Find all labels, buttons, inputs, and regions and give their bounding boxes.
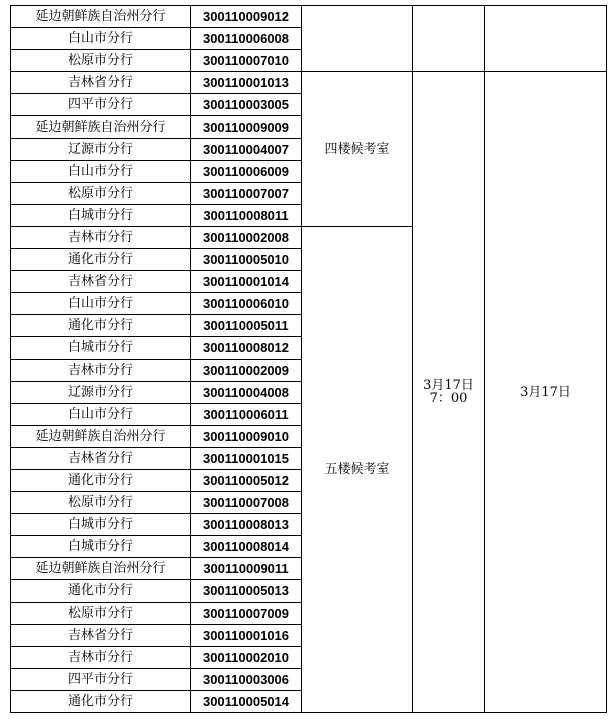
branch-name-cell: 吉林省分行 — [11, 271, 191, 293]
candidate-code-cell: 300110006008 — [191, 28, 302, 50]
branch-name-cell: 延边朝鲜族自治州分行 — [11, 6, 191, 28]
candidate-code-cell: 300110009012 — [191, 6, 302, 28]
branch-name-cell: 吉林市分行 — [11, 226, 191, 248]
branch-name-cell: 吉林省分行 — [11, 72, 191, 94]
branch-name-cell: 通化市分行 — [11, 469, 191, 491]
branch-name-cell: 四平市分行 — [11, 94, 191, 116]
branch-name-cell: 白山市分行 — [11, 160, 191, 182]
branch-name-cell: 通化市分行 — [11, 249, 191, 271]
candidate-code-cell: 300110005012 — [191, 469, 302, 491]
candidate-code-cell: 300110008011 — [191, 204, 302, 226]
branch-name-cell: 延边朝鲜族自治州分行 — [11, 558, 191, 580]
candidate-code-cell: 300110006011 — [191, 403, 302, 425]
waiting-room-cell-top — [302, 6, 413, 72]
branch-name-cell: 松原市分行 — [11, 182, 191, 204]
table-row — [11, 72, 607, 94]
exam-date-cell-top — [485, 6, 607, 72]
candidate-code-cell: 300110001015 — [191, 447, 302, 469]
candidate-code-cell: 300110005013 — [191, 580, 302, 602]
candidate-code-cell: 300110007007 — [191, 182, 302, 204]
candidate-code-cell: 300110003005 — [191, 94, 302, 116]
branch-name-cell: 吉林市分行 — [11, 359, 191, 381]
candidate-code-cell: 300110009011 — [191, 558, 302, 580]
branch-name-cell: 通化市分行 — [11, 690, 191, 712]
branch-name-cell: 白城市分行 — [11, 536, 191, 558]
branch-name-cell: 白山市分行 — [11, 403, 191, 425]
candidate-code-cell: 300110005011 — [191, 315, 302, 337]
branch-name-cell: 辽源市分行 — [11, 138, 191, 160]
branch-name-cell: 辽源市分行 — [11, 381, 191, 403]
branch-name-cell: 松原市分行 — [11, 50, 191, 72]
branch-name-cell: 通化市分行 — [11, 315, 191, 337]
exam-date-cell: 3月17日 — [485, 72, 607, 713]
candidate-code-cell: 300110009009 — [191, 116, 302, 138]
candidate-code-cell: 300110003006 — [191, 668, 302, 690]
branch-name-cell: 白城市分行 — [11, 204, 191, 226]
candidate-code-cell: 300110002009 — [191, 359, 302, 381]
candidate-code-cell: 300110004007 — [191, 138, 302, 160]
candidate-code-cell: 300110006009 — [191, 160, 302, 182]
branch-name-cell: 白城市分行 — [11, 514, 191, 536]
candidate-code-cell: 300110004008 — [191, 381, 302, 403]
candidate-code-cell: 300110008013 — [191, 514, 302, 536]
exam-time-clock-label: 7：00 — [429, 391, 468, 407]
branch-name-cell: 白城市分行 — [11, 337, 191, 359]
branch-name-cell: 白山市分行 — [11, 293, 191, 315]
candidate-code-cell: 300110005010 — [191, 249, 302, 271]
branch-name-cell: 延边朝鲜族自治州分行 — [11, 425, 191, 447]
candidate-code-cell: 300110001014 — [191, 271, 302, 293]
branch-name-cell: 松原市分行 — [11, 602, 191, 624]
branch-name-cell: 吉林省分行 — [11, 624, 191, 646]
exam-time-cell — [413, 72, 485, 713]
waiting-room-cell-fourth-floor: 四楼候考室 — [302, 72, 413, 227]
table-row — [11, 6, 607, 28]
branch-name-cell: 四平市分行 — [11, 668, 191, 690]
candidate-code-cell: 300110008012 — [191, 337, 302, 359]
branch-name-cell: 吉林省分行 — [11, 447, 191, 469]
waiting-room-cell-fifth-floor: 五楼候考室 — [302, 226, 413, 712]
schedule-body — [11, 6, 607, 713]
candidate-code-cell: 300110006010 — [191, 293, 302, 315]
candidate-code-cell: 300110001016 — [191, 624, 302, 646]
candidate-code-cell: 300110001013 — [191, 72, 302, 94]
branch-name-cell: 延边朝鲜族自治州分行 — [11, 116, 191, 138]
branch-name-cell: 松原市分行 — [11, 492, 191, 514]
exam-time-date-label: 3月17日 — [423, 378, 474, 394]
exam-time-cell-top — [413, 6, 485, 72]
candidate-code-cell: 300110002008 — [191, 226, 302, 248]
candidate-code-cell: 300110007008 — [191, 492, 302, 514]
candidate-code-cell: 300110002010 — [191, 646, 302, 668]
candidate-code-cell: 300110005014 — [191, 690, 302, 712]
candidate-code-cell: 300110007010 — [191, 50, 302, 72]
branch-name-cell: 白山市分行 — [11, 28, 191, 50]
candidate-code-cell: 300110008014 — [191, 536, 302, 558]
candidate-code-cell: 300110009010 — [191, 425, 302, 447]
branch-name-cell: 通化市分行 — [11, 580, 191, 602]
exam-schedule-table — [10, 5, 607, 713]
candidate-code-cell: 300110007009 — [191, 602, 302, 624]
branch-name-cell: 吉林市分行 — [11, 646, 191, 668]
